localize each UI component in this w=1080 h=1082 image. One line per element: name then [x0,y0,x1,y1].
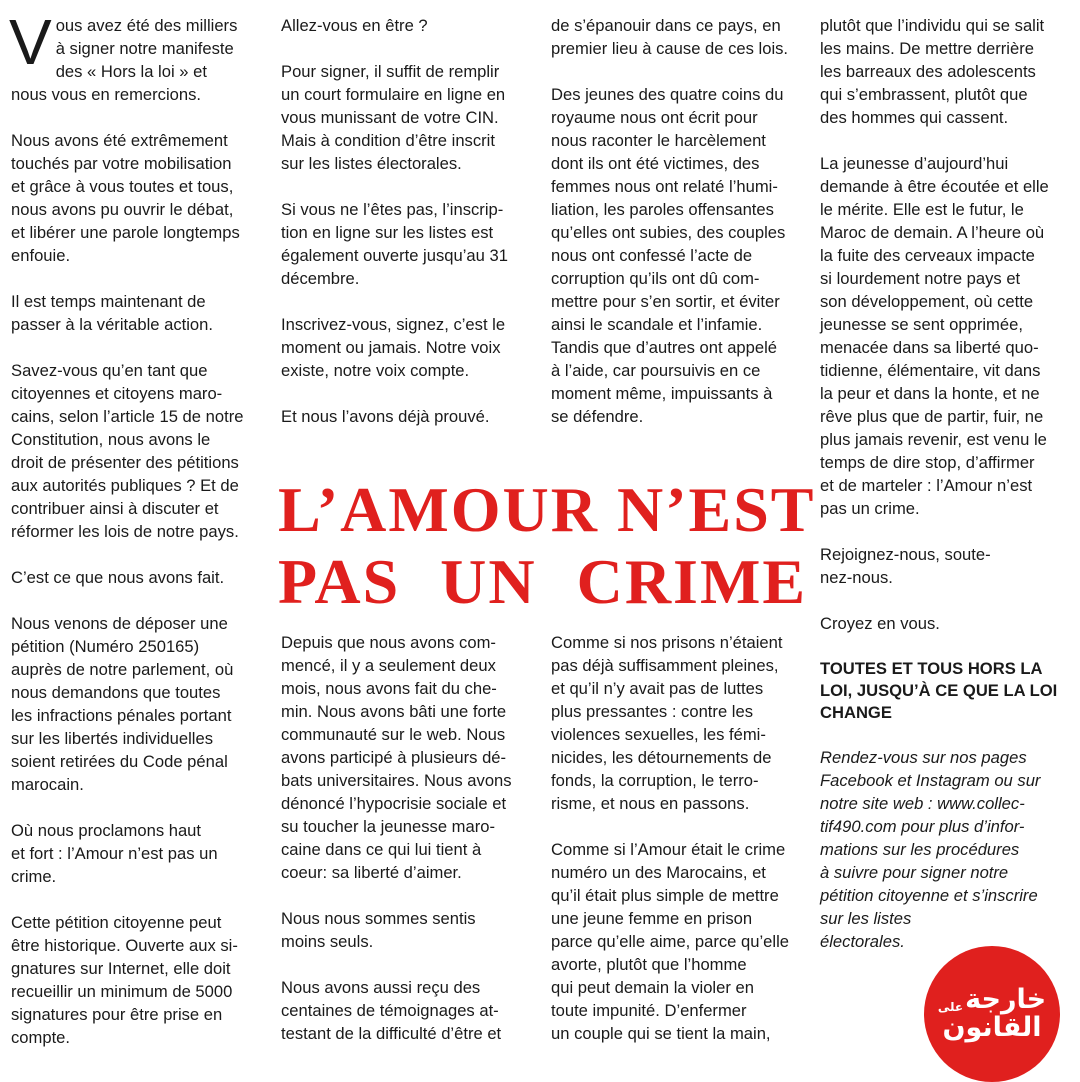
headline-line-1: L’AMOUR N’EST [278,474,816,545]
paragraph: Savez-vous qu’en tant que citoyennes et citoyens maro- cains, selon l’article 15 de notre Constitution, nous avons le droit de présenter des pétitions aux autorités publiques ? Et de contribuer ainsi à discuter et réformer les lois de notre pays. [11,361,244,541]
headline-line-2: PAS UN CRIME [278,546,808,617]
paragraph: Croyez en vous. [820,614,940,633]
article-column-3-bottom [551,631,803,1045]
info-note: Rendez-vous sur nos pages Facebook et Instagram ou sur notre site web : www.collec- tif490.com pour plus d’infor- mations sur les procédures à suivre pour signer notre pétition citoyenne et s’inscrire sur les listes électorales. [820,748,1041,951]
logo-line-1: خارجة [965,984,1047,1015]
paragraph: Comme si nos prisons n’étaient pas déjà suffisamment pleines, et qu’il n’y avait pas de luttes plus pressantes : contre les violences sexuelles, les fémi- nicides, les détournements de fonds, la corruption, le terro- risme, et nous en passons. [551,633,783,813]
paragraph: Depuis que nous avons com- mencé, il y a seulement deux mois, nous avons fait du che- min. Nous avons bâti une forte communauté sur le web. Nous avons participé à plusieurs dé- bats universitaires. Nous avons dénoncé l’hypocrisie sociale et su toucher la jeunesse maro- caine dans ce qui lui tient à coeur: sa liberté d’aimer. [281,633,512,882]
paragraph: Pour signer, il suffit de remplir un court formulaire en ligne en vous munissant de votre CIN. Mais à condition d’être inscrit sur les listes électorales. [281,62,506,173]
paragraph: La jeunesse d’aujourd’hui demande à être écoutée et elle le mérite. Elle est le futur, le Maroc de demain. A l’heure où la fuite des cerveaux impacte si lourdement notre pays et son développement, où cette jeunesse se sent opprimée, menacée dans sa liberté quo- tidienne, élémentaire, vit dans la peur et dans la honte, et ne rêve plus que de partir, fuir, ne plus jamais revenir, est venu le temps de dire stop, d’affirmer et de marteler : l’Amour n’est pas un crime. [820,154,1049,518]
article-column-2-top [281,14,533,428]
article-column-2-bottom [281,631,533,1045]
paragraph-text: ous avez été des milliers à signer notre manifeste des « Hors la loi » et nous vous en remercions. [11,16,238,104]
headline [278,474,816,618]
paragraph: Rejoignez-nous, soute- nez-nous. [820,545,991,587]
article-column-3-top [551,14,803,428]
paragraph: Inscrivez-vous, signez, c’est le moment ou jamais. Notre voix existe, notre voix compte. [281,315,506,380]
paragraph: Et nous l’avons déjà prouvé. [281,407,490,426]
logo-text [924,946,1060,1082]
article-column-4 [820,14,1070,953]
paragraph: Nous avons aussi reçu des centaines de témoignages at- testant de la difficulté d’être et [281,978,502,1043]
paragraph: Allez-vous en être ? [281,16,428,35]
paragraph: plutôt que l’individu qui se salit les mains. De mettre derrière les barreaux des adolescents qui s’embrassent, plutôt que des hommes qui cassent. [820,16,1045,127]
article-column-1 [9,6,261,1049]
paragraph: Où nous proclamons haut et fort : l’Amour n’est pas un crime. [11,821,218,886]
drop-cap: V [9,6,52,78]
paragraph: Il est temps maintenant de passer à la véritable action. [11,292,214,334]
paragraph: Des jeunes des quatre coins du royaume nous ont écrit pour nous raconter le harcèlement dont ils ont été victimes, des femmes nous ont relaté l’humi- liation, les paroles offensantes qu’elles ont subies, des couples nous ont confessé l’acte de corruption qu’ils ont dû com- mettre pour s’en sortir, et éviter ainsi le scandale et l’infamie. Tandis que d’autres ont appelé à l’aide, car poursuivis en ce moment même, impuissants à se défendre. [551,85,786,426]
paragraph: Nous venons de déposer une pétition (Numéro 250165) auprès de notre parlement, où nous demandons que toutes les infractions pénales portant sur les libertés individuelles soient retirées du Code pénal marocain. [11,614,234,794]
paragraph: Comme si l’Amour était le crime numéro un des Marocains, et qu’il était plus simple de mettre une jeune femme en prison parce qu’elle aime, parce qu’elle avorte, plutôt que l’homme qui peut demain la violer en toute impunité. D’enfermer un couple qui se tient la main, [551,840,789,1043]
paragraph: de s’épanouir dans ce pays, en premier lieu à cause de ces lois. [551,16,789,58]
collectif-logo [924,946,1060,1082]
paragraph: Si vous ne l’êtes pas, l’inscrip- tion en ligne sur les listes est également ouverte jusqu’au 31 décembre. [281,200,508,288]
call-to-action: TOUTES ET TOUS HORS LA LOI, JUSQU’À CE QUE LA LOI CHANGE [820,659,1058,722]
logo-line-2: القانون [942,1012,1042,1043]
paragraph: Nous avons été extrêmement touchés par votre mobilisation et grâce à vous toutes et tous, nous avons pu ouvrir le débat, et libérer une parole longtemps enfouie. [11,131,240,265]
paragraph: Cette pétition citoyenne peut être historique. Ouverte aux si- gnatures sur Internet, elle doit recueillir un minimum de 5000 signatures pour être prise en compte. [11,913,238,1047]
paragraph: Nous nous sommes sentis moins seuls. [281,909,476,951]
logo-small-word: على [937,1000,964,1014]
paragraph [9,6,261,106]
paragraph: C’est ce que nous avons fait. [11,568,225,587]
